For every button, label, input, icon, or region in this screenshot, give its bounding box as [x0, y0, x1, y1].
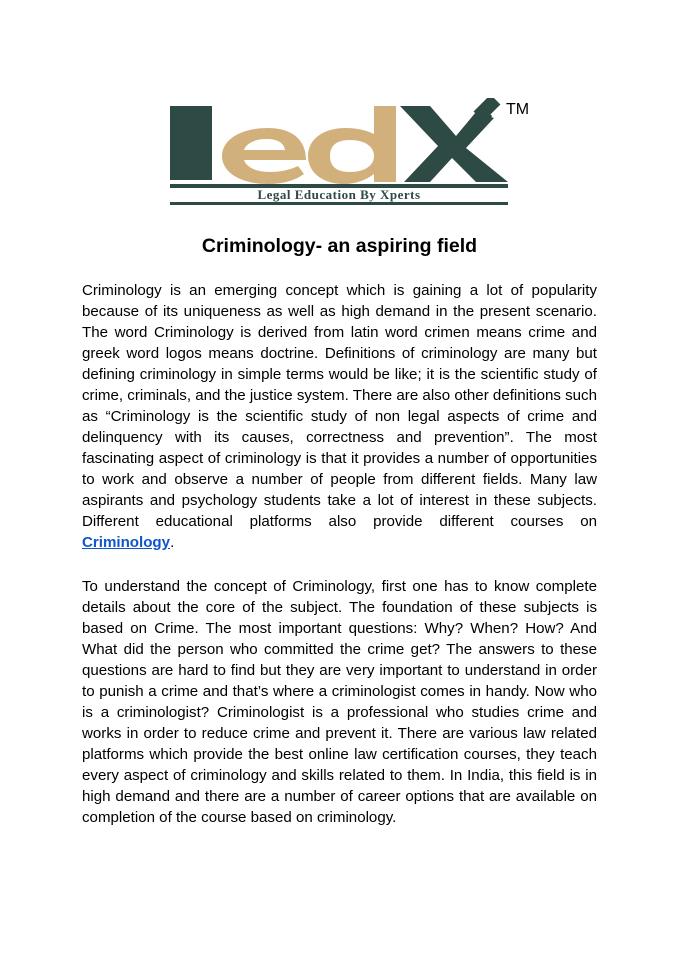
ledx-logo [168, 98, 543, 208]
logo-bar-bottom [170, 202, 508, 205]
logo-letter-x [400, 106, 508, 182]
logo-tagline: Legal Education By Xperts [257, 187, 421, 202]
logo-letter-e [222, 128, 306, 184]
paragraph-intro-text: Criminology is an emerging concept which is gaining a lot of popularity because of its uniqueness as well as high demand in the present scenario. The word Criminology is derived from latin word crimen means crime and greek word logos means doctrine. Definitions of criminology are many but defining criminology in simple terms would be like; it is the scientific study of crime, criminals, and the justice system. There are also other definitions such as “Criminology is the scientific study of non legal aspects of crime and delinquency with its causes, correctness and prevention”. The most fascinating aspect of criminology is that it provides a number of opportunities to work and observe a number of people from different fields. Many law aspirants and psychology students take a lot of interest in these subjects. Different educational platforms also provide different courses on [82, 282, 597, 530]
page-title: Criminology- an aspiring field [201, 235, 478, 257]
paragraph-criminologist: To understand the concept of Criminology, first one has to know complete details about the core of the subject. The foundation of these subjects is based on Crime. The most important questions: Why? When? How? And What did the person who committed the crime get? The answers to these questions are hard to find but they are very important to understand in order to punish a crime and that’s where a criminologist comes in handy. Now who is a criminologist? Criminologist is a professional who studies crime and works in order to reduce crime and prevent it. There are various law related platforms which provide the best online law certification courses, they teach every aspect of criminology and skills related to them. In India, this field is in high demand and there are a number of career options that are available on completion of the course based on criminology. [82, 578, 597, 826]
paragraph-intro [82, 280, 597, 553]
logo-letter-l [170, 106, 212, 180]
trademark-symbol: TM [506, 101, 530, 118]
paragraph-intro-end: . [170, 534, 175, 551]
logo-letter-d [308, 106, 396, 184]
criminology-link[interactable]: Criminology [82, 534, 171, 551]
